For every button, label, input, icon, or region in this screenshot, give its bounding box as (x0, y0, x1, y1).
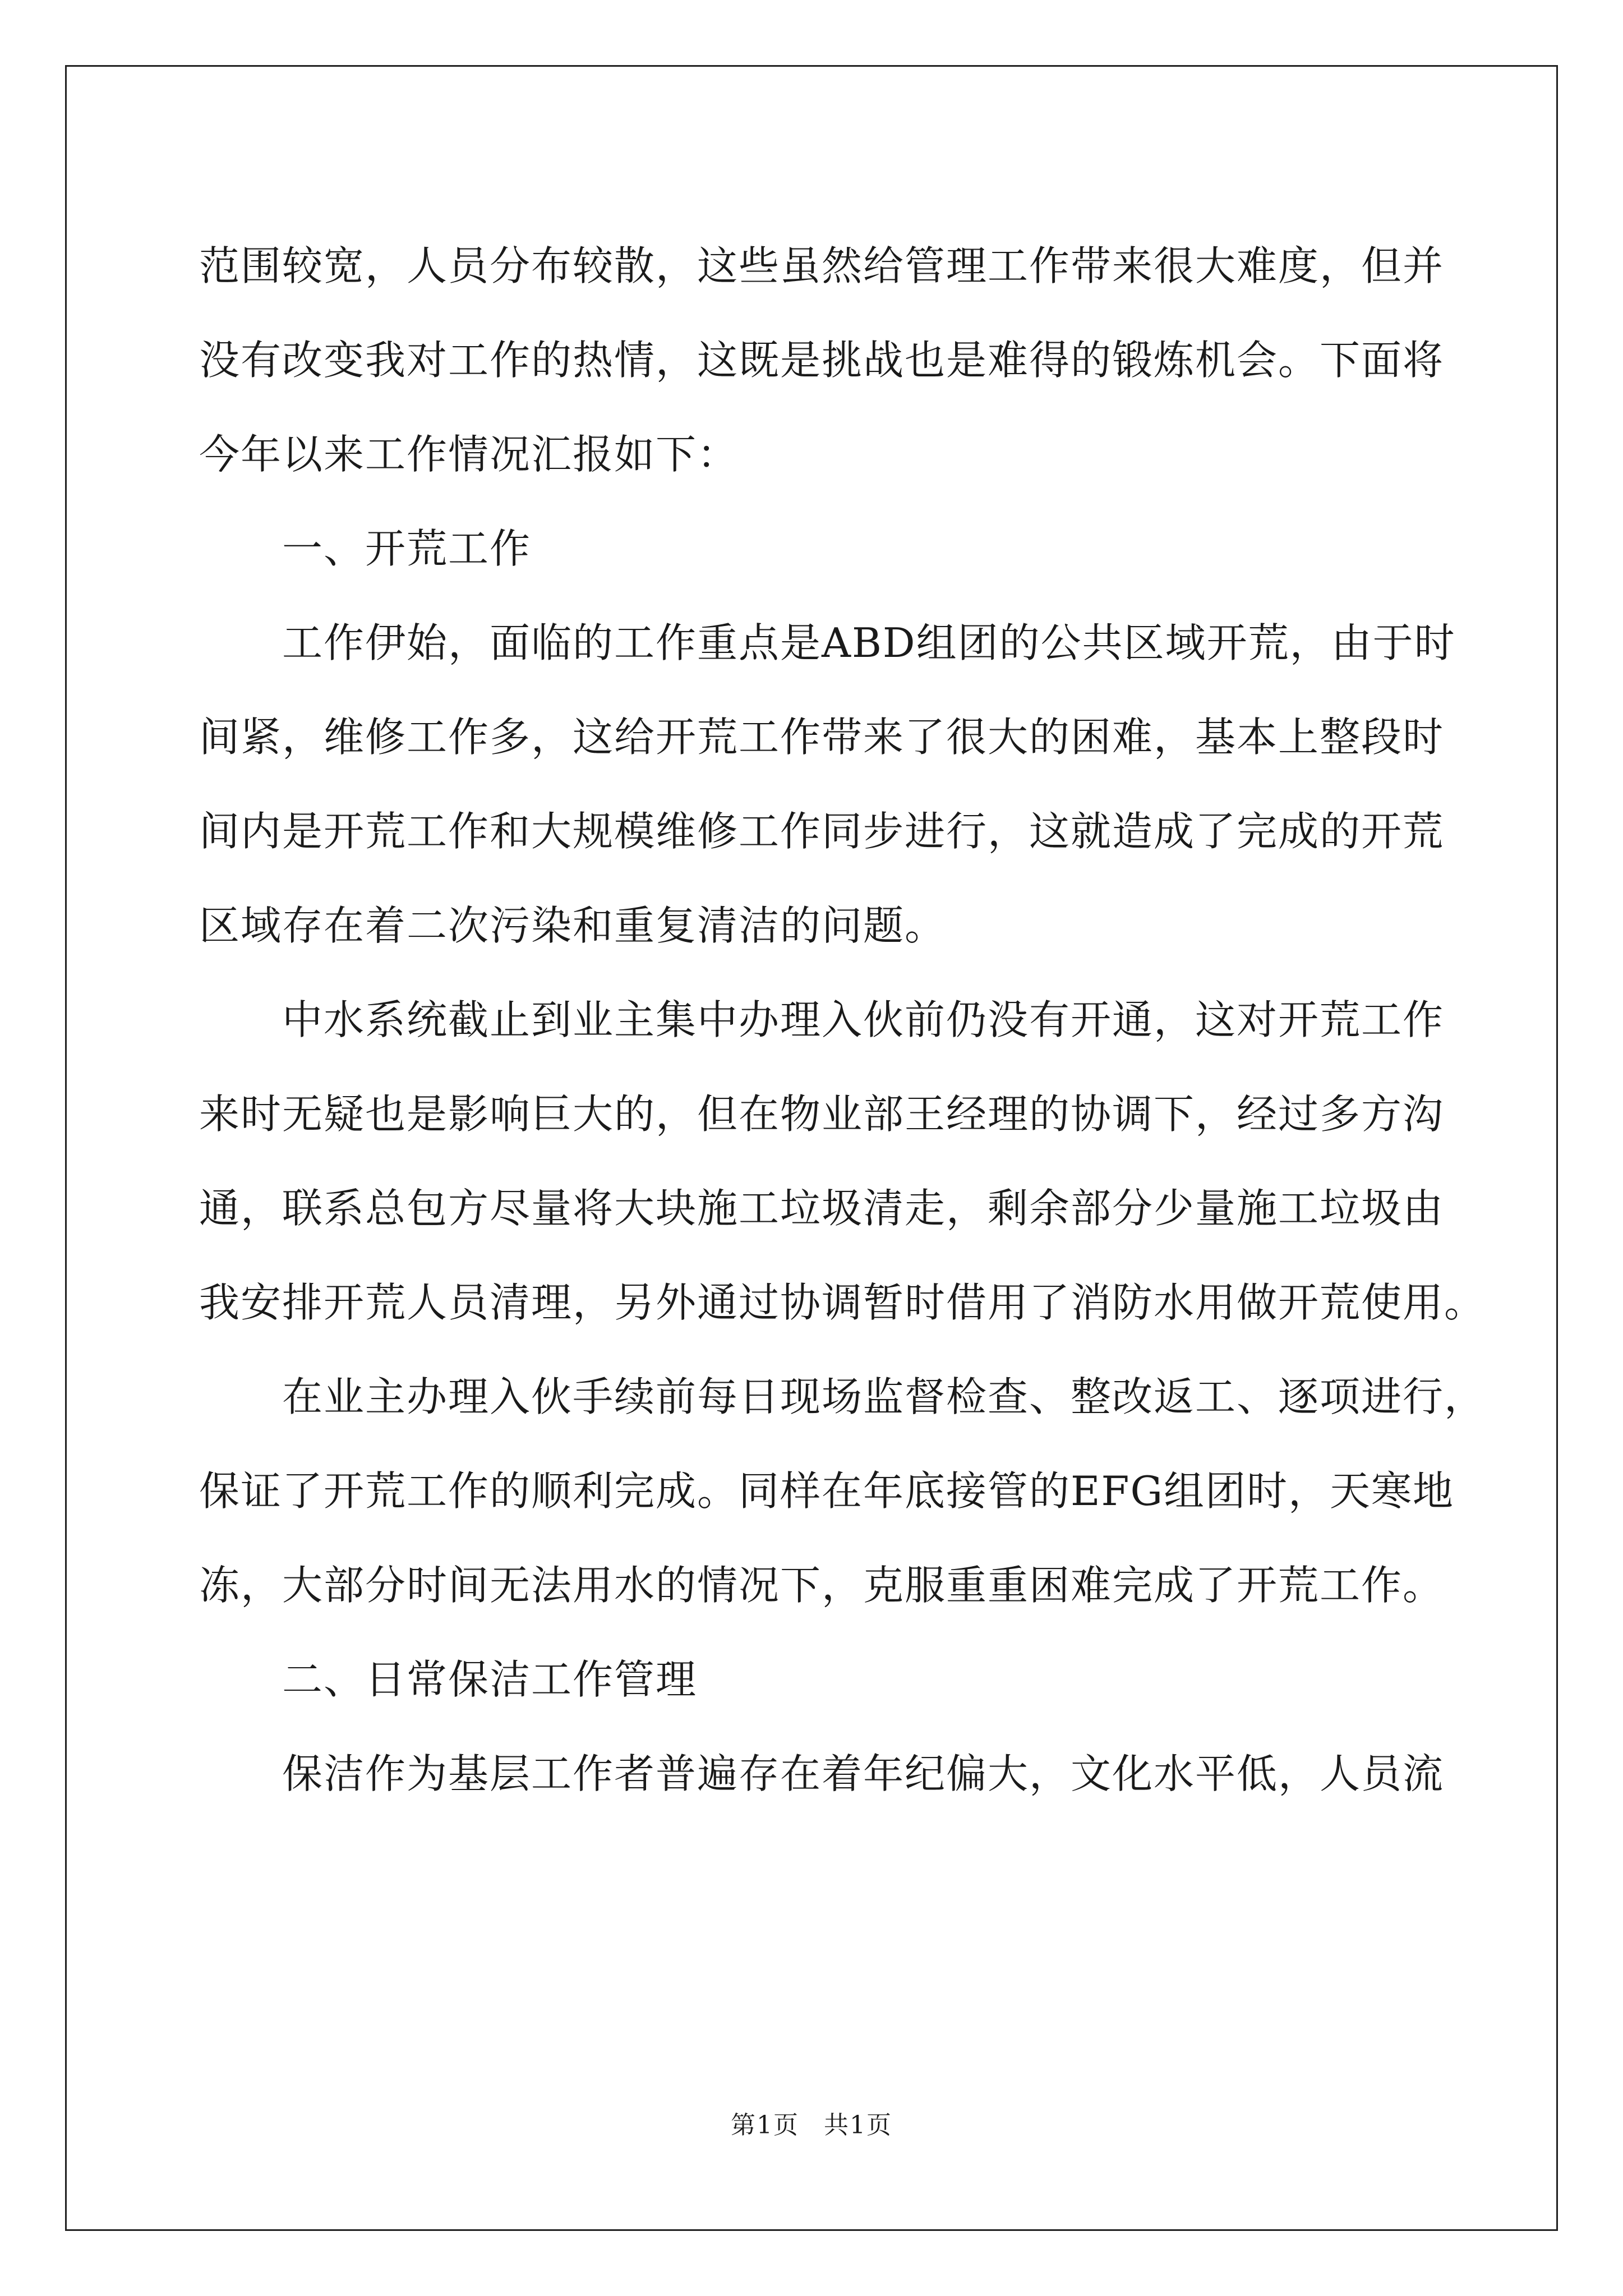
heading-text: 一、开荒工作 (282, 525, 532, 572)
text-line: 我安排开荒人员清理，另外通过协调暂时借用了消防水用做开荒使用。 (199, 1279, 1486, 1326)
text-line: 通，联系总包方尽量将大块施工垃圾清走，剩余部分少量施工垃圾由 (199, 1185, 1445, 1232)
paragraph (199, 973, 1486, 1350)
paragraph (199, 219, 1445, 501)
text-line: 工作伊始，面临的工作重点是ABD组团的公共区域开荒，由于时 (282, 619, 1456, 666)
text-line: 冻，大部分时间无法用水的情况下，克服重重困难完成了开荒工作。 (199, 1562, 1445, 1609)
paragraph (199, 596, 1456, 973)
page-footer (0, 2105, 1623, 2141)
text-line: 区域存在着二次污染和重复清洁的问题。 (199, 902, 947, 949)
document-body (199, 219, 1486, 1821)
text-line: 没有改变我对工作的热情，这既是挑战也是难得的锻炼机会。下面将 (199, 337, 1445, 384)
text-line: 中水系统截止到业主集中办理入伙前仍没有开通，这对开荒工作 (282, 996, 1445, 1043)
text-line: 保证了开荒工作的顺利完成。同样在年底接管的EFG组团时，天寒地 (199, 1467, 1455, 1515)
paragraph (199, 1350, 1486, 1632)
text-line: 今年以来工作情况汇报如下： (199, 431, 739, 478)
page-number: 第1页 (731, 2111, 799, 2139)
paragraph (199, 1727, 1445, 1821)
text-line: 在业主办理入伙手续前每日现场监督检查、整改返工、逐项进行， (282, 1373, 1486, 1420)
section-heading (199, 501, 1422, 596)
heading-text: 二、日常保洁工作管理 (282, 1656, 698, 1703)
text-line: 间内是开荒工作和大规模维修工作同步进行，这就造成了完成的开荒 (199, 808, 1445, 855)
text-line: 来时无疑也是影响巨大的，但在物业部王经理的协调下，经过多方沟 (199, 1091, 1445, 1138)
text-line: 保洁作为基层工作者普遍存在着年纪偏大，文化水平低，人员流 (282, 1750, 1445, 1797)
section-heading (199, 1632, 1422, 1727)
text-line: 间紧，维修工作多，这给开荒工作带来了很大的困难，基本上整段时 (199, 714, 1445, 761)
page-total: 共1页 (824, 2111, 892, 2139)
text-line: 范围较宽，人员分布较散，这些虽然给管理工作带来很大难度，但并 (199, 242, 1445, 289)
